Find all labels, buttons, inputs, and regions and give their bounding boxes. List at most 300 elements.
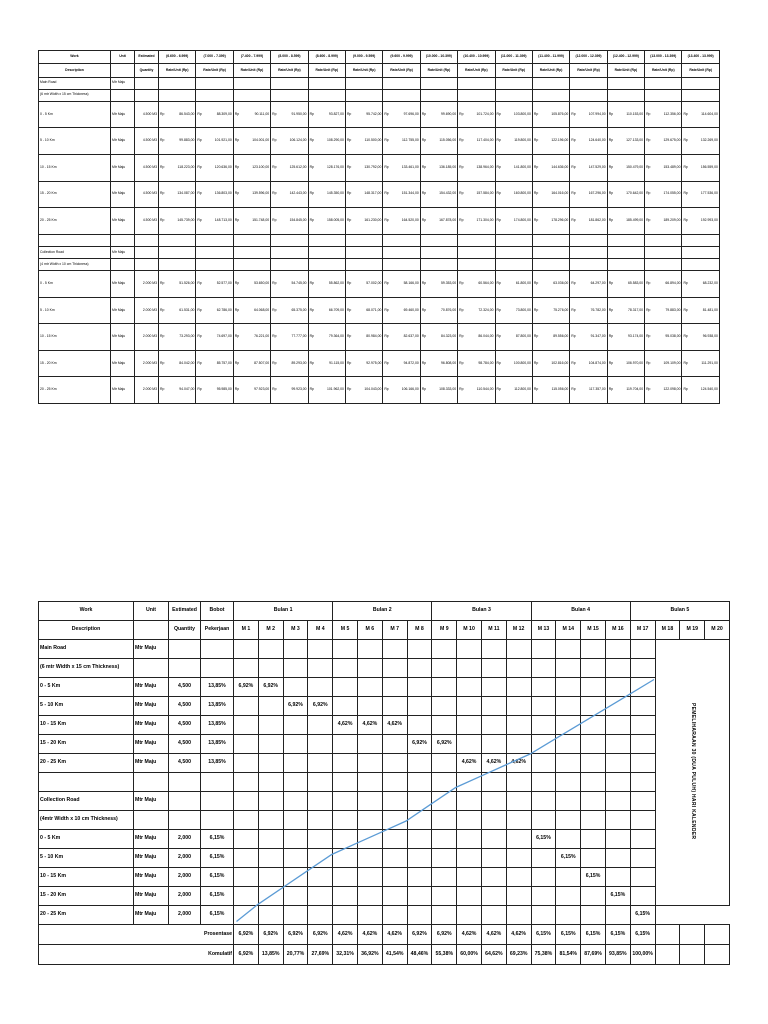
week-cell xyxy=(283,773,308,792)
week-progress-cell: 6,92% xyxy=(283,697,308,716)
rate-value: 51.526,00 xyxy=(179,281,195,286)
rate-value: 108.333,00 xyxy=(439,387,457,392)
week-cell xyxy=(407,811,432,830)
currency-label: Rp xyxy=(459,191,464,196)
rate-cell xyxy=(308,128,345,155)
week-cell xyxy=(457,830,482,849)
week-cell xyxy=(283,887,308,906)
task-bobot: 13,85% xyxy=(201,678,234,697)
rate-value: 93.827,00 xyxy=(328,111,344,116)
rate-value: 80.984,00 xyxy=(366,334,382,339)
empty-cell xyxy=(159,259,196,271)
rate-cell xyxy=(233,181,270,208)
empty-cell xyxy=(169,792,201,811)
task-desc: 10 - 15 Km xyxy=(39,716,134,735)
empty-cell xyxy=(682,77,719,89)
rate-value: 97.923,00 xyxy=(254,387,270,392)
week-cell xyxy=(605,792,630,811)
currency-label: Rp xyxy=(571,111,576,116)
empty-cell xyxy=(134,811,169,830)
task-unit: Mtr Maju xyxy=(134,735,169,754)
week-cell xyxy=(333,754,358,773)
currency-label: Rp xyxy=(272,138,277,143)
week-cell xyxy=(407,754,432,773)
empty-cell xyxy=(458,89,495,101)
currency-label: Rp xyxy=(571,307,576,312)
rate-qty: 4.500 M3 xyxy=(135,101,159,128)
currency-label: Rp xyxy=(459,138,464,143)
empty-cell xyxy=(135,246,159,258)
prosentase-row-cell: 6,92% xyxy=(407,925,432,945)
week-cell xyxy=(357,887,382,906)
maintenance-note: PEMELIHARAAN 30 (DUA PULUH) HARI KALENDER xyxy=(689,702,696,840)
rate-value: 185.499,00 xyxy=(626,217,644,222)
week-cell xyxy=(234,887,259,906)
week-header: M 17 xyxy=(630,621,655,640)
week-cell xyxy=(531,773,556,792)
week-cell xyxy=(283,716,308,735)
currency-label: Rp xyxy=(272,281,277,286)
rate-desc: 10 - 15 Km xyxy=(39,324,111,351)
rate-cell xyxy=(345,271,382,298)
week-cell xyxy=(382,754,407,773)
currency-label: Rp xyxy=(234,111,240,116)
empty-cell xyxy=(645,89,682,101)
week-cell xyxy=(556,640,581,659)
rate-value: 156.559,00 xyxy=(700,164,718,169)
rate-desc: 5 - 10 Km xyxy=(39,128,111,155)
schedule-table xyxy=(38,601,730,965)
rate-cell xyxy=(458,271,495,298)
empty-cell xyxy=(420,77,457,89)
week-cell xyxy=(333,830,358,849)
rate-cell xyxy=(308,101,345,128)
currency-label: Rp xyxy=(459,360,464,365)
kumulatif-row-cell: 27,69% xyxy=(308,945,333,965)
empty-cell xyxy=(159,77,196,89)
week-cell xyxy=(630,697,655,716)
empty-cell xyxy=(111,234,135,246)
week-cell xyxy=(556,811,581,830)
rate-cell xyxy=(532,377,569,404)
week-cell xyxy=(283,640,308,659)
rate-value: 112.356,00 xyxy=(663,111,681,116)
week-cell xyxy=(481,830,506,849)
currency-label: Rp xyxy=(272,307,277,312)
rate-value: 68.232,00 xyxy=(702,281,718,286)
rate-unit: Mtr Maju xyxy=(111,208,135,235)
week-cell xyxy=(581,659,606,678)
kumulatif-row-cell: 32,31% xyxy=(333,945,358,965)
currency-label: Rp xyxy=(459,281,464,286)
task-bobot: 6,15% xyxy=(201,830,234,849)
empty-cell xyxy=(607,77,644,89)
currency-label: Rp xyxy=(384,217,389,222)
currency-label: Rp xyxy=(496,387,501,392)
empty-cell xyxy=(196,234,233,246)
week-cell xyxy=(556,773,581,792)
currency-label: Rp xyxy=(346,164,352,169)
rate-subheader-cell: Rate/Unit (Rp) xyxy=(495,64,532,77)
rate-subheader-cell: Rate/Unit (Rp) xyxy=(570,64,607,77)
empty-cell xyxy=(682,234,719,246)
schedule-row xyxy=(39,754,730,773)
week-cell xyxy=(457,678,482,697)
week-cell xyxy=(357,735,382,754)
rate-value: 65.375,00 xyxy=(291,307,307,312)
task-desc: 15 - 20 Km xyxy=(39,735,134,754)
rate-cell xyxy=(345,208,382,235)
week-cell xyxy=(655,945,680,965)
currency-label: Rp xyxy=(160,387,165,392)
rate-cell xyxy=(495,324,532,351)
empty-cell xyxy=(271,89,308,101)
empty-cell xyxy=(495,234,532,246)
currency-label: Rp xyxy=(646,138,651,143)
currency-label: Rp xyxy=(346,111,352,116)
week-cell xyxy=(432,792,457,811)
currency-label: Rp xyxy=(421,217,427,222)
rate-cell xyxy=(196,155,233,182)
week-cell xyxy=(432,678,457,697)
rate-value: 111.291,00 xyxy=(701,360,718,365)
rate-row xyxy=(39,128,720,155)
currency-label: Rp xyxy=(683,111,688,116)
week-cell xyxy=(432,868,457,887)
week-cell xyxy=(407,640,432,659)
rate-desc: 10 - 15 Km xyxy=(39,155,111,182)
rate-header-cell: (12.400 - 12.999) xyxy=(607,51,644,64)
week-cell xyxy=(333,868,358,887)
week-cell xyxy=(581,830,606,849)
week-cell xyxy=(432,811,457,830)
rate-cell xyxy=(196,297,233,324)
week-cell xyxy=(333,659,358,678)
rate-value: 82.637,00 xyxy=(403,334,419,339)
rate-value: 69.460,00 xyxy=(403,307,419,312)
rate-cell xyxy=(682,128,719,155)
week-cell xyxy=(605,868,630,887)
week-cell xyxy=(308,830,333,849)
week-header: M 2 xyxy=(258,621,283,640)
week-cell xyxy=(506,906,531,925)
rate-header-cell: Work xyxy=(39,51,111,64)
task-bobot: 13,85% xyxy=(201,697,234,716)
rate-unit: Mtr Maju xyxy=(111,297,135,324)
week-cell xyxy=(407,792,432,811)
task-unit: Mtr Maju xyxy=(134,849,169,868)
rate-cell xyxy=(532,350,569,377)
rate-cell xyxy=(271,155,308,182)
task-desc: 5 - 10 Km xyxy=(39,849,134,868)
rate-cell xyxy=(607,324,644,351)
week-cell xyxy=(258,792,283,811)
month-header: Bulan 5 xyxy=(630,602,729,621)
week-cell xyxy=(531,678,556,697)
empty-cell xyxy=(201,773,234,792)
week-cell xyxy=(258,887,283,906)
rate-value: 124.640,00 xyxy=(588,138,606,143)
week-progress-cell: 4,62% xyxy=(333,716,358,735)
rate-cell xyxy=(159,324,196,351)
currency-label: Rp xyxy=(384,191,389,196)
rate-value: 114.604,00 xyxy=(701,111,718,116)
prosentase-row-cell: 6,15% xyxy=(630,925,655,945)
rate-value: 101.921,00 xyxy=(214,138,232,143)
week-cell xyxy=(556,830,581,849)
week-cell xyxy=(481,849,506,868)
rate-row xyxy=(39,155,720,182)
rate-cell xyxy=(682,101,719,128)
rate-cell xyxy=(645,208,682,235)
rate-value: 65.583,00 xyxy=(627,281,644,286)
prosentase-row-cell: 4,62% xyxy=(357,925,382,945)
task-qty: 2,000 xyxy=(169,830,201,849)
rate-value: 88.309,00 xyxy=(216,111,232,116)
rate-cell xyxy=(159,181,196,208)
month-header: Bulan 2 xyxy=(333,602,432,621)
rate-cell xyxy=(458,297,495,324)
task-qty: 2,000 xyxy=(169,906,201,925)
week-cell xyxy=(506,887,531,906)
week-cell xyxy=(581,754,606,773)
week-cell xyxy=(382,735,407,754)
schedule-row xyxy=(39,678,730,697)
week-cell xyxy=(258,659,283,678)
rate-cell xyxy=(570,297,607,324)
currency-label: Rp xyxy=(683,217,688,222)
currency-label: Rp xyxy=(646,307,651,312)
empty-cell xyxy=(495,246,532,258)
empty-cell xyxy=(570,89,607,101)
empty-cell xyxy=(532,89,569,101)
task-qty: 4,500 xyxy=(169,678,201,697)
schedule-row xyxy=(39,735,730,754)
empty-cell xyxy=(420,234,457,246)
rate-cell xyxy=(271,208,308,235)
week-cell xyxy=(506,830,531,849)
currency-label: Rp xyxy=(160,111,165,116)
week-header: M 14 xyxy=(556,621,581,640)
rate-value: 167.878,00 xyxy=(439,217,457,222)
empty-cell xyxy=(383,259,420,271)
currency-label: Rp xyxy=(384,387,389,392)
rate-cell xyxy=(458,101,495,128)
week-cell xyxy=(234,906,259,925)
empty-cell xyxy=(645,246,682,258)
week-cell xyxy=(556,887,581,906)
rate-subheader-cell xyxy=(111,64,135,77)
rate-value: 170.642,00 xyxy=(626,191,644,196)
rate-value: 104.874,00 xyxy=(588,360,606,365)
week-cell xyxy=(308,868,333,887)
rate-value: 68.071,00 xyxy=(366,307,382,312)
week-cell xyxy=(705,925,730,945)
week-cell xyxy=(357,849,382,868)
task-qty: 4,500 xyxy=(169,716,201,735)
rate-value: 147.529,00 xyxy=(588,164,606,169)
week-cell xyxy=(432,906,457,925)
empty-cell xyxy=(134,659,169,678)
week-cell xyxy=(531,849,556,868)
currency-label: Rp xyxy=(421,334,427,339)
empty-cell xyxy=(233,89,270,101)
week-cell xyxy=(630,849,655,868)
week-cell xyxy=(506,735,531,754)
rate-cell xyxy=(495,271,532,298)
week-cell xyxy=(506,659,531,678)
rate-value: 94.047,00 xyxy=(179,387,195,392)
week-cell xyxy=(407,659,432,678)
header-work: Work xyxy=(39,602,134,621)
rate-cell xyxy=(532,101,569,128)
rate-cell xyxy=(458,377,495,404)
week-cell xyxy=(556,754,581,773)
section-label: Collection Road xyxy=(39,246,111,258)
rate-value: 122.098,00 xyxy=(663,387,681,392)
rate-subheader-cell: Rate/Unit (Rp) xyxy=(345,64,382,77)
rate-cell xyxy=(645,101,682,128)
rate-cell xyxy=(233,271,270,298)
week-cell xyxy=(506,792,531,811)
rate-cell xyxy=(196,208,233,235)
empty-cell xyxy=(169,773,201,792)
currency-label: Rp xyxy=(197,281,202,286)
rate-value: 86.044,00 xyxy=(478,334,494,339)
week-cell xyxy=(531,659,556,678)
rate-cell xyxy=(570,350,607,377)
week-cell xyxy=(581,849,606,868)
currency-label: Rp xyxy=(683,334,688,339)
week-cell xyxy=(382,830,407,849)
task-desc: 20 - 25 Km xyxy=(39,754,134,773)
rate-value: 145.350,00 xyxy=(326,191,344,196)
section-note: (6 mtr Width x 15 cm Thickness) xyxy=(39,89,111,101)
currency-label: Rp xyxy=(309,281,314,286)
week-cell xyxy=(357,792,382,811)
currency-label: Rp xyxy=(608,111,614,116)
empty-cell xyxy=(233,234,270,246)
section-unit: Mtr Maju xyxy=(111,246,135,258)
rate-cell xyxy=(345,350,382,377)
currency-label: Rp xyxy=(496,164,501,169)
rate-value: 64.068,00 xyxy=(254,307,270,312)
prosentase-row-cell: 4,62% xyxy=(333,925,358,945)
week-cell xyxy=(556,735,581,754)
week-cell xyxy=(581,773,606,792)
kumulatif-row-label: Komulatif xyxy=(39,945,234,965)
currency-label: Rp xyxy=(459,387,464,392)
week-progress-cell: 4,62% xyxy=(457,754,482,773)
week-cell xyxy=(481,659,506,678)
rate-cell xyxy=(682,208,719,235)
week-header: M 10 xyxy=(457,621,482,640)
week-progress-cell: 6,15% xyxy=(605,887,630,906)
empty-cell xyxy=(39,234,111,246)
rate-qty: 4.500 M3 xyxy=(135,208,159,235)
week-cell xyxy=(283,659,308,678)
week-cell xyxy=(556,792,581,811)
rate-cell xyxy=(458,208,495,235)
schedule-row xyxy=(39,868,730,887)
rate-value: 134.087,00 xyxy=(177,191,195,196)
task-bobot: 13,85% xyxy=(201,716,234,735)
currency-label: Rp xyxy=(533,360,539,365)
currency-label: Rp xyxy=(496,334,501,339)
rate-value: 66.894,00 xyxy=(665,281,681,286)
empty-cell xyxy=(201,640,234,659)
rate-value: 66.709,00 xyxy=(328,307,344,312)
rate-value: 136.803,00 xyxy=(214,191,232,196)
week-cell xyxy=(605,659,630,678)
currency-label: Rp xyxy=(683,191,688,196)
currency-label: Rp xyxy=(533,217,539,222)
week-progress-cell: 4,62% xyxy=(481,754,506,773)
rate-value: 94.872,00 xyxy=(403,360,419,365)
empty-cell xyxy=(201,792,234,811)
schedule-row xyxy=(39,697,730,716)
task-desc: 20 - 25 Km xyxy=(39,906,134,925)
rate-cell xyxy=(458,128,495,155)
empty-cell xyxy=(345,234,382,246)
rate-cell xyxy=(458,350,495,377)
rate-cell xyxy=(645,271,682,298)
rate-unit: Mtr Maju xyxy=(111,128,135,155)
prosentase-row-cell: 6,15% xyxy=(556,925,581,945)
rate-header-cell: (12.000 - 12.399) xyxy=(570,51,607,64)
week-header: M 6 xyxy=(357,621,382,640)
rate-value: 141.800,00 xyxy=(513,164,531,169)
rate-desc: 0 - 5 Km xyxy=(39,271,111,298)
currency-label: Rp xyxy=(421,387,427,392)
currency-label: Rp xyxy=(421,191,427,196)
week-cell xyxy=(432,716,457,735)
rate-header-cell: (13.400 - 13.999) xyxy=(682,51,719,64)
week-cell xyxy=(283,830,308,849)
rate-value: 53.650,00 xyxy=(254,281,270,286)
prosentase-row-cell: 4,62% xyxy=(382,925,407,945)
week-cell xyxy=(258,849,283,868)
empty-cell xyxy=(645,234,682,246)
rate-cell xyxy=(645,297,682,324)
schedule-row xyxy=(39,792,730,811)
week-cell xyxy=(382,659,407,678)
currency-label: Rp xyxy=(571,191,576,196)
empty-cell xyxy=(135,89,159,101)
rate-header-cell: (11.000 - 11.399) xyxy=(495,51,532,64)
currency-label: Rp xyxy=(421,307,427,312)
rate-cell xyxy=(495,101,532,128)
week-cell xyxy=(605,735,630,754)
currency-label: Rp xyxy=(346,334,352,339)
rate-value: 87.800,00 xyxy=(515,334,531,339)
rate-value: 96.808,00 xyxy=(441,360,457,365)
task-unit: Mtr Maju xyxy=(134,887,169,906)
section-note: (6 mtr Width x 15 cm Thickness) xyxy=(39,659,134,678)
week-header: M 12 xyxy=(506,621,531,640)
week-cell xyxy=(705,945,730,965)
week-cell xyxy=(457,659,482,678)
week-cell xyxy=(357,640,382,659)
empty-cell xyxy=(169,811,201,830)
schedule-row xyxy=(39,887,730,906)
kumulatif-row-cell: 81,54% xyxy=(556,945,581,965)
empty-cell xyxy=(532,77,569,89)
week-cell xyxy=(605,716,630,735)
task-unit: Mtr Maju xyxy=(134,716,169,735)
currency-label: Rp xyxy=(496,217,501,222)
rate-cell xyxy=(532,208,569,235)
